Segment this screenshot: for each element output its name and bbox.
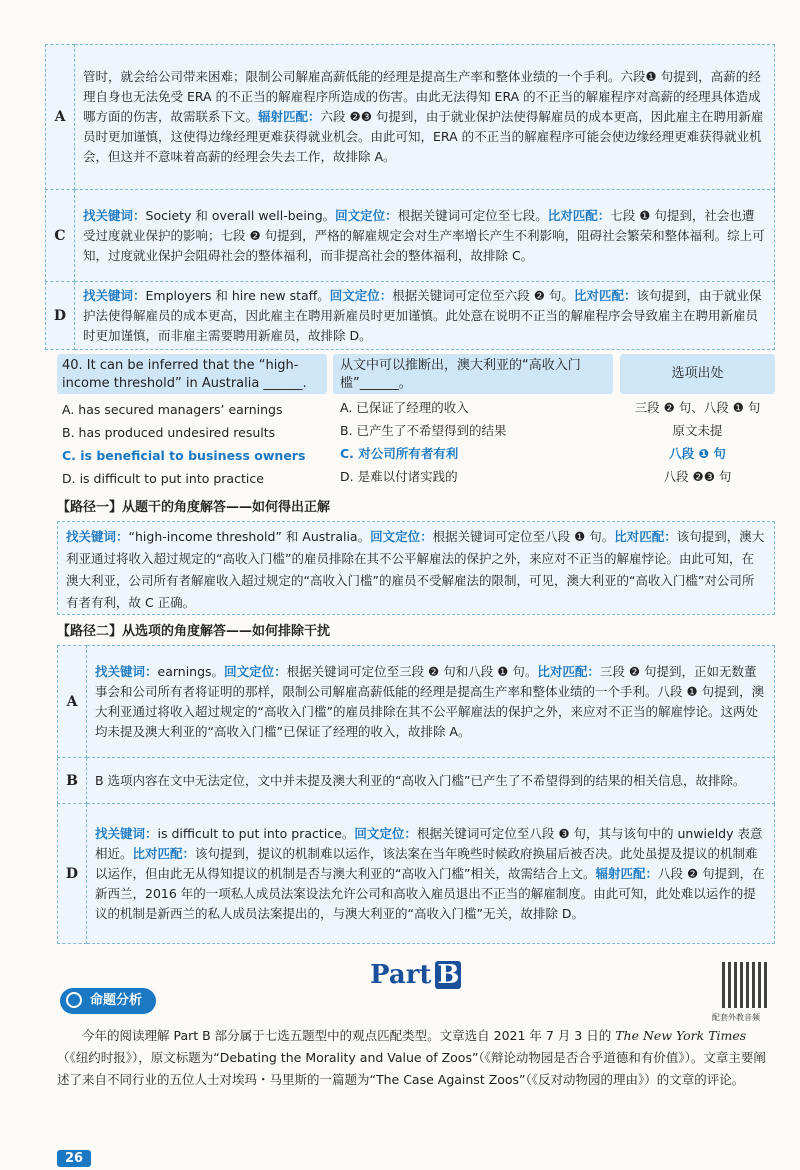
option-c-en: C. is beneficial to business owners xyxy=(62,448,306,463)
option-a-cn: A. 已保证了经理的收入 xyxy=(340,400,469,415)
option-c-cn: C. 对公司所有者有利 xyxy=(340,446,459,461)
intro-paragraph: 今年的阅读理解 Part B 部分属于七选五题型中的观点匹配类型。文章选自 2021 年 7 月 3 日的 The New York Times（《纽约时报》），原文标题为“Debating the Morality and Value of Zoos”（《辩论动物园是否合乎道德和有价值》）。文章主要阐述了来自不同行业的五位人士对埃玛・马里斯的一篇题为“The Case Against Zoos”（《反对动物园的理由》）的文章的评论。 xyxy=(57,1028,766,1087)
path1-box: 找关键词：“high-income threshold” 和 Australia。回文定位：根据关键词可定位至八段 ❶ 句。比对匹配：该句提到，澳大利亚通过将收入超过规定的“高收入门槛”的雇员排除在其不公平解雇法的保护之外，来应对不正当的解雇悖论。由此可知，在澳大利亚，公司所有者解雇收入超过规定的“高收入门槛”的雇员不受解雇法的限制，可见，澳大利亚的“高收入门槛”对公司所有者有利，故 C 正确。 xyxy=(57,521,775,615)
row-d xyxy=(46,282,775,350)
row-a xyxy=(46,45,775,190)
path2-label-d: D xyxy=(58,804,87,944)
option-d-source: 八段 ❷❸ 句 xyxy=(663,469,732,484)
row-label-c: C xyxy=(46,190,75,282)
qr-caption: 配套外教音频 xyxy=(712,1013,760,1022)
option-d-cn: D. 是难以付诸实践的 xyxy=(340,469,458,484)
option-d-en: D. is difficult to put into practice xyxy=(62,471,264,486)
option-b-source: 原文未提 xyxy=(672,423,723,438)
row-label-a: A xyxy=(46,45,75,190)
option-c-source: 八段 ❶ 句 xyxy=(669,446,726,461)
path2-title: 【路径二】从选项的角度解答——如何排除干扰 xyxy=(57,624,331,639)
path2-row-b xyxy=(58,758,775,804)
option-b-cn: B. 已产生了不希望得到的结果 xyxy=(340,423,507,438)
qr-code-icon[interactable] xyxy=(722,962,768,1008)
option-b-en: B. has produced undesired results xyxy=(62,425,276,440)
path2-row-d-text: 找关键词：is difficult to put into practice。回文定位：根据关键词可定位至八段 ❸ 句，其与该句中的 unwieldy 表意相近。比对匹配：该句提到，提议的机制难以运作，该法案在当年晚些时候政府换届后被否决。此处虽提及提议的机制难以运作，但由此无从得知提议的机制是否与澳大利亚的“高收入门槛”相关，故需结合上文。辐射匹配：八段 ❷ 句提到，在新西兰，2016 年的一项私人成员法案设法允许公司和高收入雇员退出不正当的解雇制度。由此可知，此处难以运作的提议的机制是新西兰的私人成员法案提出的，与澳大利亚的“高收入门槛”无关，故排除 D。 xyxy=(87,804,775,944)
path2-row-a xyxy=(58,646,775,758)
row-c-text: 找关键词：Society 和 overall well-being。回文定位：根据关键词可定位至七段。比对匹配：七段 ❶ 句提到，社会也遭受过度就业保护的影响；七段 ❷ 句提到，严格的解雇规定会对生产率增长产生不利影响，阻碍社会繁荣和整体福利。综上可知，过度就业保护会阻碍社会的整体福利，而非提高社会的整体福利，故排除 C。 xyxy=(75,190,775,282)
path2-label-a: A xyxy=(58,646,87,758)
q40-cn-question: 从文中可以推断出，澳大利亚的“高收入门槛”______。 xyxy=(340,358,581,391)
path2-table xyxy=(57,645,775,944)
path2-row-d xyxy=(58,804,775,944)
q40-source-header: 选项出处 xyxy=(671,366,724,381)
path2-row-a-text: 找关键词：earnings。回文定位：根据关键词可定位至三段 ❷ 句和八段 ❶ 句。比对匹配：三段 ❷ 句提到，正如无数董事会和公司所有者将证明的那样，限制公司解雇高薪低能的经理是提高生产率和整体业绩的一个手利。八段 ❶ 句提到，澳大利亚通过将收入超过规定的“高收入门槛”的雇员排除在其不公平解雇法的保护之外，来应对不正当的解雇悖论。这两处均未提及澳大利亚的“高收入门槛”已保证了经理的收入，故排除 A。 xyxy=(87,646,775,758)
row-d-text: 找关键词：Employers 和 hire new staff。回文定位：根据关键词可定位至六段 ❷ 句。比对匹配：该句提到，由于就业保护法使得解雇员的成本更高，因此雇主在聘用新雇员时更加谨慎。此处意在说明不正当的解雇程序会导致雇主在聘用新雇员时更加谨慎，而非雇主需要聘用新雇员，故排除 D。 xyxy=(75,282,775,350)
page-number: 26 xyxy=(57,1150,91,1167)
row-a-text: 管时，就会给公司带来困难；限制公司解雇高薪低能的经理是提高生产率和整体业绩的一个手利。六段❶ 句提到，高薪的经理自身也无法免受 ERA 的不正当的解雇程序所造成的伤害。由此无法得知 ERA 的不正当的解雇程序对高薪的经理具体造成哪方面的伤害，故需联系下文。辐射匹配：六段 ❷❸ 句提到，由于就业保护法使得解雇员的成本更高，因此雇主在聘用新雇员时更加谨慎，这使得边缘经理更难获得就业机会。由此可知，ERA 的不正当的解雇程序可能会使边缘经理更难获得就业机会，但这并不意味着高薪的经理会失去工作，故排除 A。 xyxy=(75,45,775,190)
part-letter-badge: B xyxy=(435,961,461,989)
path2-label-b: B xyxy=(58,758,87,804)
option-a-en: A. has secured managers’ earnings xyxy=(62,402,283,417)
path2-row-b-text: B 选项内容在文中无法定位，文中并未提及澳大利亚的“高收入门槛”已产生了不希望得到的结果的相关信息，故排除。 xyxy=(87,758,775,804)
part-heading: Part B xyxy=(370,960,461,990)
option-a-source: 三段 ❷ 句、八段 ❶ 句 xyxy=(634,400,761,415)
magnifier-icon xyxy=(66,992,82,1008)
top-analysis-table xyxy=(45,44,775,350)
q40-en-question: 40. It can be inferred that the “high-income threshold” in Australia ______. xyxy=(62,358,307,391)
path1-title: 【路径一】从题干的角度解答——如何得出正解 xyxy=(57,500,331,515)
row-c xyxy=(46,190,775,282)
section-tag: 命题分析 xyxy=(60,988,156,1014)
row-label-d: D xyxy=(46,282,75,350)
